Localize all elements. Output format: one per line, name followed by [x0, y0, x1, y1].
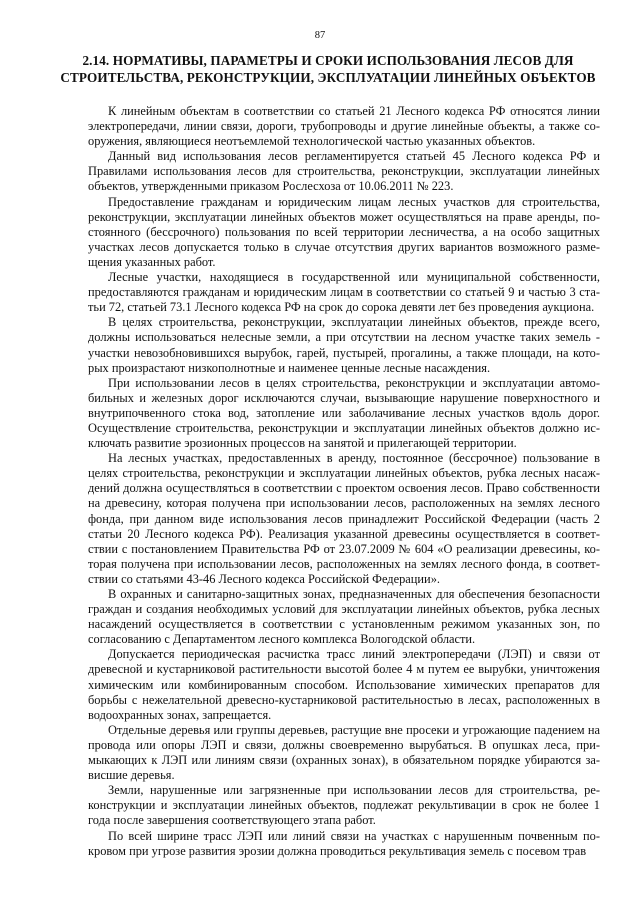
- paragraph-4: Лесные участки, находящиеся в государственной или муниципальной собственности, предоставляются гражданам и юридическим лицам в соответствии со статьей 9 и частью 3 статьи 72, статьей 73.1 Лесного кодекса РФ на срок до сорока девяти лет без проведения аукциона.: [88, 270, 600, 315]
- paragraph-12: По всей ширине трасс ЛЭП или линий связи на участках с нарушенным почвенным покровом при угрозе развития эрозии должна проводиться рекультивация земель с посевом трав: [88, 828, 600, 858]
- page-number: 87: [314, 30, 326, 41]
- body-text: [88, 104, 600, 859]
- paragraph-7: На лесных участках, предоставленных в аренду, постоянное (бессрочное) пользование в целях строительства, реконструкции и эксплуатации линейных объектов, рубка лесных насаждений должна осуществляться в соответствии с проектом освоения лесов. Право собственности на древесину, которая получена при использовании лесов, расположенных на землях лесного фонда, при данном виде использования лесов принадлежит Российской Федерации (часть 2 статьи 20 Лесного кодекса РФ). Реализация указанной древесины осуществляется в соответствии с постановлением Правительства РФ от 23.07.2009 № 604 «О реализации древесины, которая получена при использовании лесов, расположенных на землях лесного фонда, в соответствии со статьями 43-46 Лесного кодекса Российской Федерации».: [88, 451, 600, 586]
- paragraph-5: В целях строительства, реконструкции, эксплуатации линейных объектов, прежде всего, должны использоваться нелесные земли, а при отсутствии на лесном участке таких земель - участки невозобновившихся вырубок, гарей, пустырей, прогалины, а также площади, на которых произрастают низкополнотные и наименее ценные лесные насаждения.: [88, 315, 600, 375]
- paragraph-9: Допускается периодическая расчистка трасс линий электропередачи (ЛЭП) и связи от древесной и кустарниковой растительности высотой более 4 м путем ее вырубки, уничтожения химическим или комбинированным способом. Использование химических препаратов для борьбы с нежелательной древесно-кустарниковой растительностью в лесах, расположенных в водоохранных зонах, запрещается.: [88, 647, 600, 722]
- paragraph-1: К линейным объектам в соответствии со статьей 21 Лесного кодекса РФ относятся линии электропередачи, линии связи, дороги, трубопроводы и другие линейные объекты, а также сооружения, являющиеся неотъемлемой технологической частью указанных объектов.: [88, 104, 600, 149]
- paragraph-8: В охранных и санитарно-защитных зонах, предназначенных для обеспечения безопасности граждан и создания необходимых условий для эксплуатации линейных объектов, рубка лесных насаждений осуществляется в соответствии с установленным режимом указанных зон, по согласованию с Департаментом лесного комплекса Вологодской области.: [88, 587, 600, 647]
- paragraph-2: Данный вид использования лесов регламентируется статьей 45 Лесного кодекса РФ и Правилами использования лесов для строительства, реконструкции, эксплуатации линейных объектов, утвержденными приказом Рослесхоза от 10.06.2011 № 223.: [88, 149, 600, 194]
- paragraph-10: Отдельные деревья или группы деревьев, растущие вне просеки и угрожающие падением на провода или опоры ЛЭП и связи, должны своевременно вырубаться. В опушках леса, примыкающих к ЛЭП или линиям связи (охранных зонах), в обязательном порядке убираются зависшие деревья.: [88, 722, 600, 783]
- paragraph-11: Земли, нарушенные или загрязненные при использовании лесов для строительства, реконструкции и эксплуатации линейных объектов, подлежат рекультивации в срок не более 1 года после завершения соответствующего этапа работ.: [88, 783, 600, 828]
- section-heading: 2.14. НОРМАТИВЫ, ПАРАМЕТРЫ И СРОКИ ИСПОЛЬЗОВАНИЯ ЛЕСОВ ДЛЯ СТРОИТЕЛЬСТВА, РЕКОНСТРУКЦИИ, ЭКСПЛУАТАЦИИ ЛИНЕЙНЫХ ОБЪЕКТОВ: [60, 53, 596, 85]
- paragraph-3: Предоставление гражданам и юридическим лицам лесных участков для строительства, реконструкции, эксплуатации линейных объектов может осуществляться на праве аренды, постоянного (бессрочного) пользования по всей территории лесничества, а на особо защитных участках лесов допускается только в случае отсутствия других вариантов возможного размещения указанных работ.: [88, 194, 600, 269]
- paragraph-6: При использовании лесов в целях строительства, реконструкции и эксплуатации автомобильных и железных дорог исключаются случаи, вызывающие нарушение поверхностного и внутрипочвенного стока вод, затопление или заболачивание лесных участков вдоль дорог. Осуществление строительства, реконструкции и эксплуатации линейных объектов должно исключать развитие эрозионных процессов на занятой и прилегающей территории.: [88, 375, 600, 451]
